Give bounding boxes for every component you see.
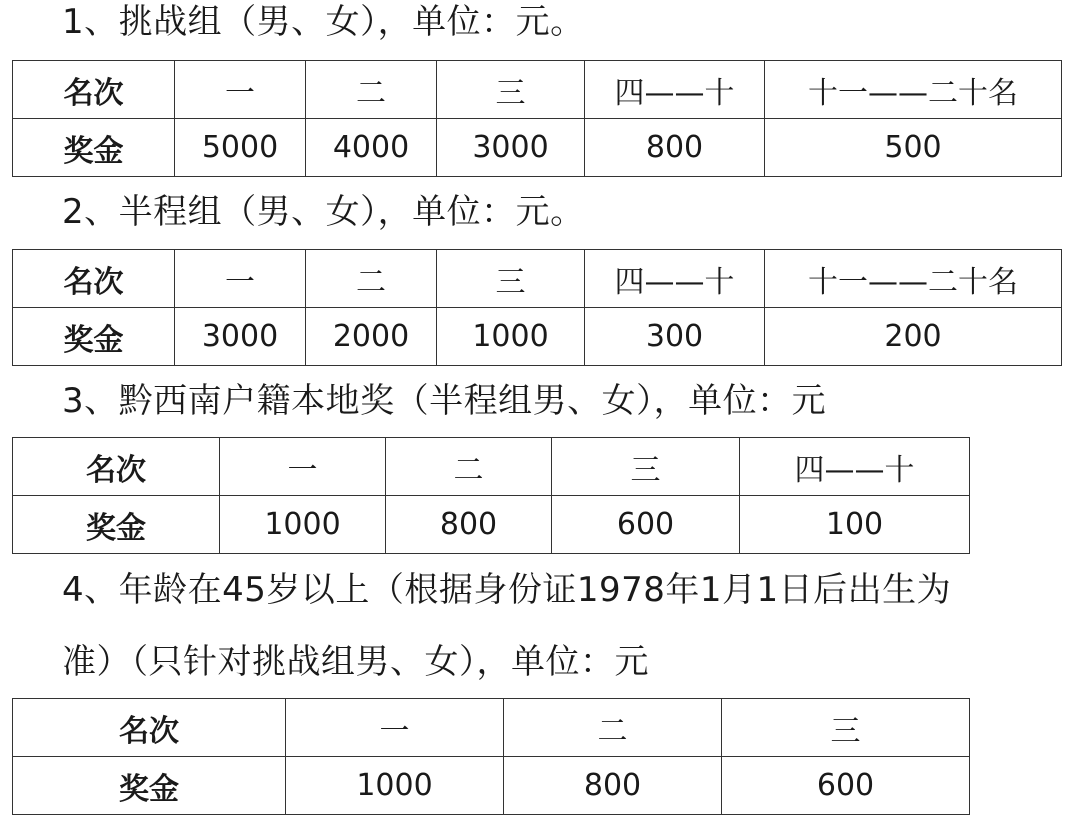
table-row — [13, 61, 1062, 119]
rank-cell: 二 — [386, 438, 552, 496]
prize-cell: 1000 — [286, 757, 504, 815]
prize-cell: 100 — [740, 496, 970, 554]
rank-cell: 十一——二十名 — [765, 61, 1062, 119]
table-row — [13, 496, 970, 554]
rank-cell: 一 — [220, 438, 386, 496]
rank-cell: 二 — [504, 699, 722, 757]
section-4-heading-line-1: 4、年龄在45岁以上（根据身份证1978年1月1日后出生为 — [62, 570, 952, 610]
prize-cell: 600 — [722, 757, 970, 815]
rank-cell: 一 — [175, 250, 306, 308]
local-residents-prize-table — [12, 437, 970, 554]
prize-cell: 3000 — [175, 308, 306, 366]
prize-cell: 4000 — [306, 119, 437, 177]
half-marathon-prize-table — [12, 249, 1062, 366]
prize-cell: 300 — [585, 308, 765, 366]
prize-cell: 1000 — [437, 308, 585, 366]
prize-cell: 800 — [504, 757, 722, 815]
section-2-heading: 2、半程组（男、女），单位：元。 — [62, 192, 585, 232]
age-45-plus-prize-table — [12, 698, 970, 815]
rank-label: 名次 — [13, 699, 286, 757]
rank-cell: 十一——二十名 — [765, 250, 1062, 308]
rank-cell: 四——十 — [740, 438, 970, 496]
challenge-group-prize-table — [12, 60, 1062, 177]
prize-label: 奖金 — [13, 119, 175, 177]
rank-label: 名次 — [13, 438, 220, 496]
rank-cell: 三 — [722, 699, 970, 757]
table-row — [13, 438, 970, 496]
prize-cell: 1000 — [220, 496, 386, 554]
table-row — [13, 308, 1062, 366]
prize-cell: 5000 — [175, 119, 306, 177]
prize-label: 奖金 — [13, 308, 175, 366]
rank-cell: 二 — [306, 61, 437, 119]
rank-cell: 一 — [175, 61, 306, 119]
rank-cell: 四——十 — [585, 61, 765, 119]
table-row — [13, 757, 970, 815]
table-row — [13, 699, 970, 757]
rank-label: 名次 — [13, 250, 175, 308]
section-4-heading-line-2: 准）（只针对挑战组男、女），单位：元 — [62, 642, 649, 682]
prize-cell: 2000 — [306, 308, 437, 366]
table-row — [13, 250, 1062, 308]
rank-cell: 三 — [437, 61, 585, 119]
rank-cell: 三 — [552, 438, 740, 496]
rank-cell: 一 — [286, 699, 504, 757]
rank-cell: 三 — [437, 250, 585, 308]
prize-cell: 800 — [585, 119, 765, 177]
section-1-heading: 1、挑战组（男、女），单位：元。 — [62, 2, 585, 42]
prize-label: 奖金 — [13, 757, 286, 815]
prize-cell: 3000 — [437, 119, 585, 177]
prize-cell: 500 — [765, 119, 1062, 177]
rank-cell: 四——十 — [585, 250, 765, 308]
rank-label: 名次 — [13, 61, 175, 119]
section-3-heading: 3、黔西南户籍本地奖（半程组男、女），单位：元 — [62, 381, 827, 421]
prize-cell: 200 — [765, 308, 1062, 366]
table-row — [13, 119, 1062, 177]
prize-cell: 800 — [386, 496, 552, 554]
rank-cell: 二 — [306, 250, 437, 308]
prize-label: 奖金 — [13, 496, 220, 554]
prize-cell: 600 — [552, 496, 740, 554]
